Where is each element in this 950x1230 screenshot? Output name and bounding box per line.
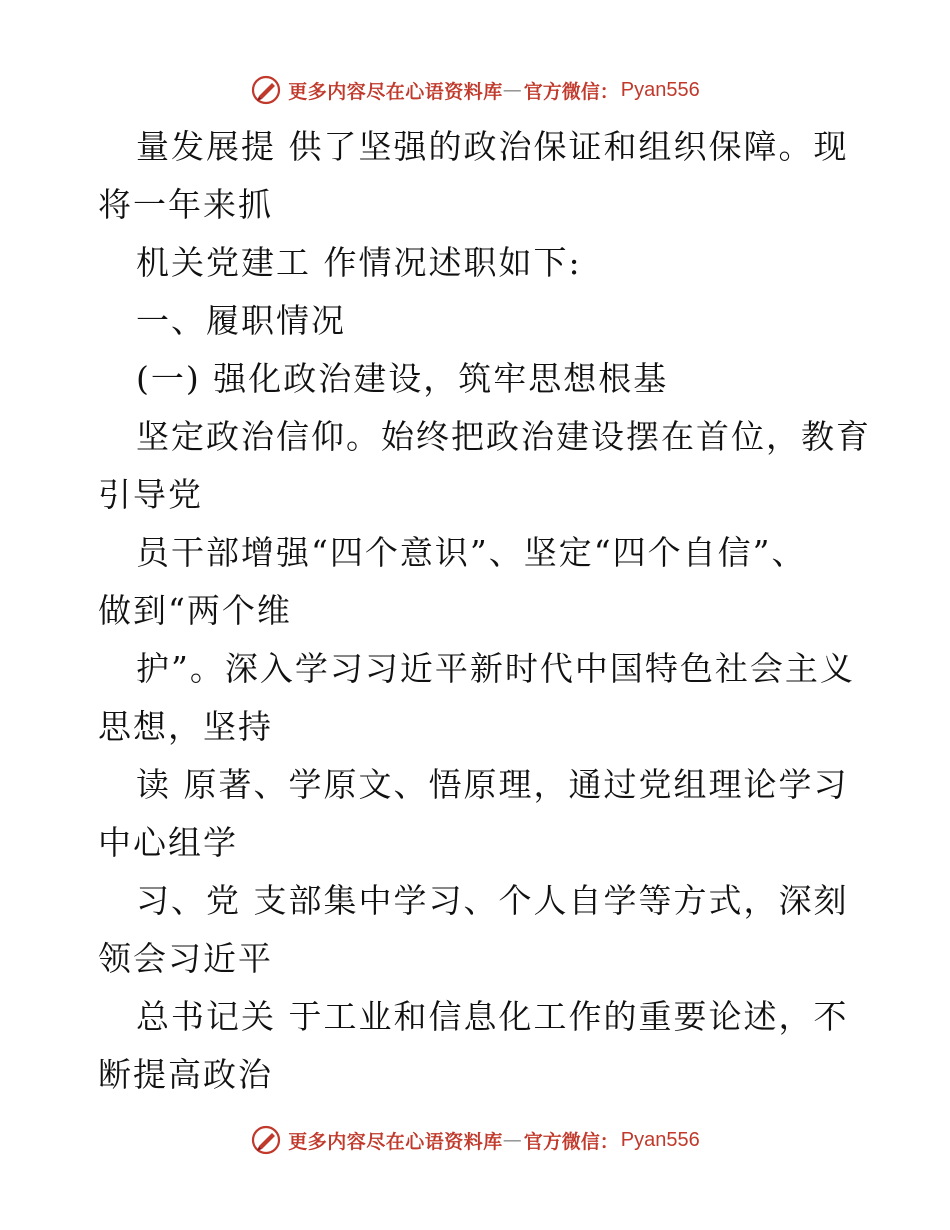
text-line: 做到“两个维 [98, 591, 292, 630]
banner-wechat-label: 官方微信： [523, 80, 619, 103]
text-line: 总书记关 于工业和信息化工作的重要论述，不 [136, 997, 849, 1036]
banner-wechat-id: Pyan556 [620, 1128, 700, 1151]
header-watermark-banner [0, 70, 950, 110]
banner-main-text: 更多内容尽在心语资料库 [288, 80, 503, 103]
document-body [98, 118, 871, 1104]
text-line: 思想，坚持 [98, 707, 273, 746]
text-line: 量发展提 供了坚强的政治保证和组织保障。现 [136, 127, 849, 166]
section-heading: 一、履职情况 [136, 301, 346, 340]
text-line: 读 原著、学原文、悟原理，通过党组理论学习 [136, 765, 849, 804]
text-line: 员干部增强“四个意识”、坚定“四个自信”、 [136, 533, 807, 572]
banner-separator: — [502, 79, 522, 101]
text-line: 中心组学 [98, 823, 238, 862]
text-line: 将一年来抓 [98, 185, 273, 224]
banner-wechat-label: 官方微信： [523, 1130, 619, 1153]
text-line: 机关党建工 作情况述职如下: [136, 243, 582, 282]
banner-wechat-id: Pyan556 [620, 78, 700, 101]
pen-logo-icon [250, 1124, 282, 1156]
banner-separator: — [502, 1129, 522, 1151]
banner-main-text: 更多内容尽在心语资料库 [288, 1130, 503, 1153]
text-line: 引导党 [98, 475, 203, 514]
text-line: 护”。深入学习习近平新时代中国特色社会主义 [136, 649, 855, 688]
pen-logo-icon [250, 74, 282, 106]
subsection-heading: (一) 强化政治建设，筑牢思想根基 [136, 359, 669, 398]
text-line: 习、党 支部集中学习、个人自学等方式，深刻 [136, 881, 849, 920]
footer-watermark-banner [0, 1120, 950, 1160]
text-line: 断提高政治 [98, 1055, 273, 1094]
text-line: 坚定政治信仰。始终把政治建设摆在首位，教育 [136, 417, 871, 456]
text-line: 领会习近平 [98, 939, 273, 978]
